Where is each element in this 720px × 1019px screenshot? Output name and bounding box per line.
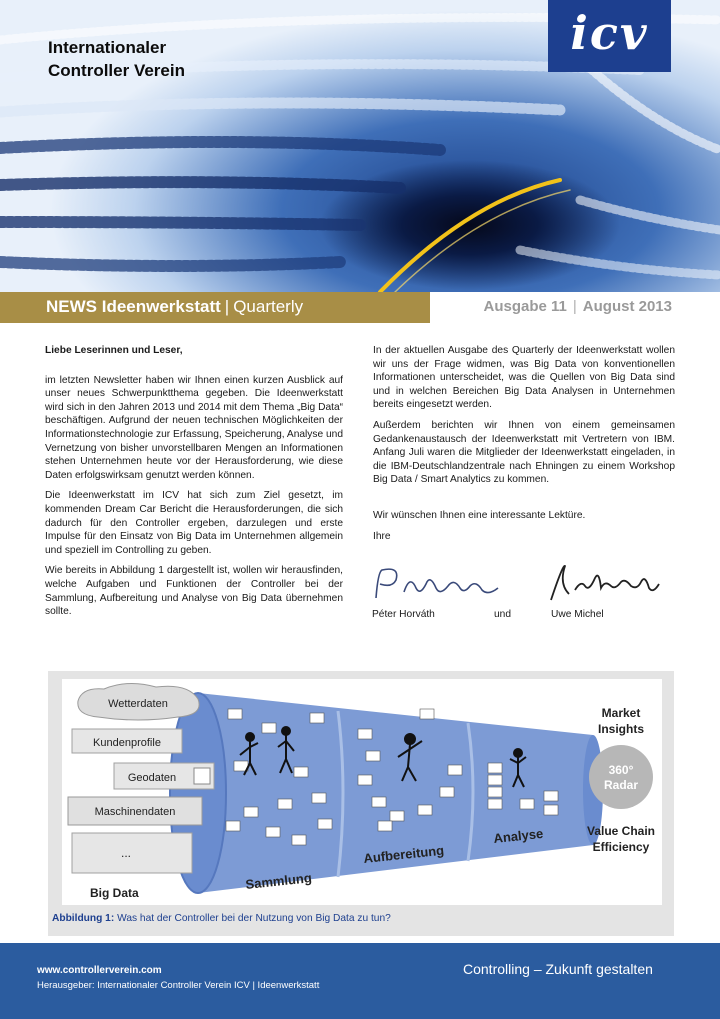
signer-1-name: Péter Horváth — [372, 609, 435, 620]
newsletter-title-bar — [0, 292, 720, 323]
source-kundenprofile — [72, 729, 182, 753]
issue-separator: | — [572, 298, 577, 315]
figure-caption-label: Abbildung 1: — [52, 913, 115, 924]
market-insights-line1: Market — [601, 706, 641, 720]
issue-info — [484, 298, 672, 315]
figure-caption — [52, 913, 391, 924]
radar-circle — [589, 745, 653, 809]
signer-and: und — [494, 609, 511, 620]
stage-label-aufbereitung: Aufbereitung — [362, 842, 445, 866]
icv-logo — [548, 0, 671, 72]
footer-slogan: Controlling – Zukunft gestalten — [463, 961, 653, 977]
brand-line1: Internationaler — [48, 38, 167, 57]
radar-line2: Radar — [603, 778, 639, 792]
source-label-geodaten: Geodaten — [127, 772, 177, 784]
source-label-more: ... — [120, 846, 132, 860]
source-maschinendaten — [68, 797, 202, 825]
title-quarterly: Quarterly — [233, 297, 304, 316]
letter-column-right — [373, 344, 675, 550]
title-bar-gold — [0, 292, 430, 323]
source-label-kundenprofile: Kundenprofile — [93, 737, 161, 749]
big-data-funnel-diagram — [48, 671, 674, 913]
paragraph: im letzten Newsletter haben wir Ihnen einen kurzen Ausblick auf unser neues Schwerpunktthema gegeben. Die Ideenwerkstatt wird sich in den Jahren 2013 und 2014 mit dem Thema „Big Data“ beschäftigen. Aufgrund der neuen technischen Möglichkeiten der Informationstechnologie zur Erfassung, Speicherung, Analyse und Vernetzung von bisher unvorstellbaren Mengen an Informationen stehen Unternehmen heute vor der Herausforderung, wie diese Daten erfolgswirksam genutzt werden können. — [45, 374, 343, 481]
issue-date: August 2013 — [582, 298, 672, 315]
source-geodaten — [114, 763, 214, 789]
regards: Ihre — [373, 530, 391, 542]
source-wetterdaten — [78, 683, 199, 720]
signature-horvath — [370, 562, 510, 606]
signer-2-name: Uwe Michel — [551, 609, 604, 620]
value-chain-line2: Efficiency — [592, 840, 650, 854]
paragraph: Außerdem berichten wir Ihnen von einem gemeinsamen Gedankenaustausch der Ideenwerkstatt mit Vertretern von IBM. Anfang Juli waren die Mitglieder der Ideenwerkstatt eingeladen, in die IBM-Deutschlandzentrale nach Ehningen zu einem Workshop Big Data / Smart Analytics zu kommen. — [373, 419, 675, 486]
letter-column-left — [45, 344, 343, 626]
issue-number: Ausgabe 11 — [483, 298, 567, 315]
footer-url[interactable]: www.controllerverein.com — [37, 965, 162, 976]
signature-michel — [545, 560, 665, 606]
title-separator: | — [224, 297, 230, 316]
footer-publisher: Herausgeber: Internationaler Controller Verein ICV | Ideenwerkstatt — [37, 980, 320, 991]
closing: Wir wünschen Ihnen eine interessante Lektüre. — [373, 509, 586, 521]
source-label-wetterdaten: Wetterdaten — [108, 698, 168, 710]
source-more — [72, 833, 192, 873]
paragraph: Wie bereits in Abbildung 1 dargestellt ist, wollen wir herausfinden, welche Aufgaben und Funktionen der Controller bei der Sammlung, Aufbereitung und Analyse von Big Data übernehmen sollte. — [45, 565, 343, 618]
logo-text: icv — [570, 6, 649, 60]
greeting: Liebe Leserinnen und Leser, — [45, 345, 183, 356]
paragraph: Die Ideenwerkstatt im ICV hat sich zum Ziel gesetzt, im kommenden Dream Car Bericht die Herausforderungen, die sich dadurch für den Controller ergeben, darzulegen und erste Impulse für den Einsatz von Big Data im Unternehmen allgemein und speziell im Controlling zu geben. — [45, 490, 343, 556]
stage-label-analyse: Analyse — [492, 825, 544, 846]
radar-line1: 360° — [608, 763, 634, 777]
big-data-label: Big Data — [90, 886, 139, 900]
source-label-maschinendaten: Maschinendaten — [94, 806, 176, 818]
figure-caption-text: Was hat der Controller bei der Nutzung von Big Data zu tun? — [117, 913, 391, 924]
header-banner — [0, 0, 720, 292]
brand-name — [48, 36, 185, 82]
market-insights-line2: Insights — [597, 722, 645, 736]
brand-line2: Controller Verein — [48, 61, 185, 80]
big-data-figure — [48, 671, 674, 936]
newsletter-title — [46, 297, 303, 317]
footer — [0, 943, 720, 1019]
stage-label-sammlung: Sammlung — [244, 870, 313, 892]
paragraph: In der aktuellen Ausgabe des Quarterly der Ideenwerkstatt wollen wir uns der Frage widmen, was Big Data von konventionellen Informationen unterscheidet, was die Quellen von Big Data sind und in welchen Bereichen Big Data Analysen in Unternehmen bereits eingesetzt werden. — [373, 345, 675, 411]
value-chain-line1: Value Chain — [586, 824, 656, 838]
title-news: NEWS Ideenwerkstatt — [46, 297, 221, 316]
